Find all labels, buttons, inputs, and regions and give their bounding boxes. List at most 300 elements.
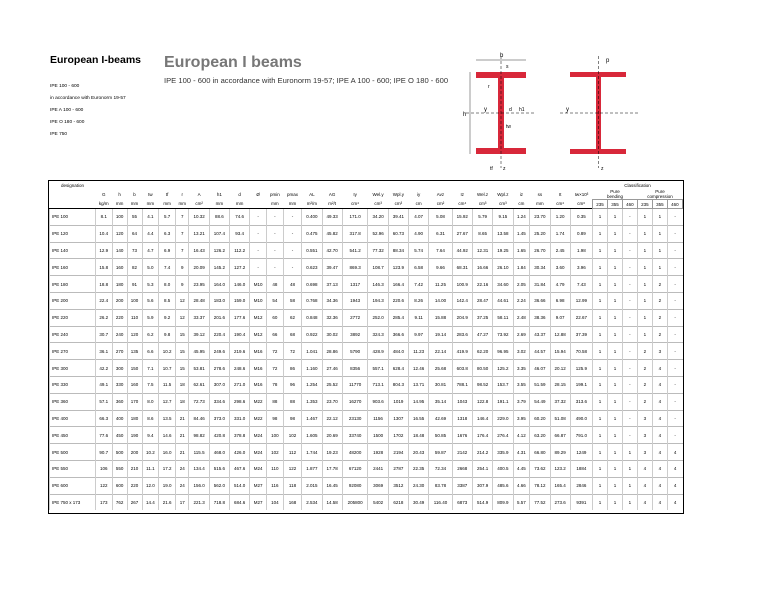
value-cell: 713.1 <box>368 376 388 393</box>
value-cell: 9.07 <box>550 309 570 326</box>
side-label-z: z <box>601 166 604 172</box>
value-cell: 96 <box>283 376 302 393</box>
value-cell: 9.66 <box>429 259 452 276</box>
value-cell: 1.744 <box>302 444 322 461</box>
value-cell: 1.74 <box>550 225 570 242</box>
value-cell: 70.58 <box>570 343 592 360</box>
value-cell: 2.015 <box>302 477 322 494</box>
value-cell: 88 <box>267 393 284 410</box>
value-cell: 3.55 <box>513 376 530 393</box>
value-cell: 12.88 <box>550 326 570 343</box>
value-cell: 49.1 <box>95 376 112 393</box>
header-spacer <box>142 181 159 189</box>
value-cell: 0.768 <box>302 292 322 309</box>
table-row <box>50 444 683 461</box>
value-cell: 36.1 <box>95 343 112 360</box>
class-cell: - <box>622 276 637 293</box>
value-cell: M12 <box>250 326 267 343</box>
value-cell: 317.8 <box>342 225 368 242</box>
value-cell: 1.65 <box>513 242 530 259</box>
section-properties-table <box>48 180 684 514</box>
value-cell: 58 <box>283 292 302 309</box>
table-row <box>50 225 683 242</box>
column-unit: m²/t <box>328 201 337 207</box>
value-cell: 173 <box>95 494 112 510</box>
value-cell: 88.34 <box>388 242 408 259</box>
header-spacer <box>189 181 209 189</box>
value-cell: 86 <box>283 360 302 377</box>
value-cell: - <box>250 259 267 276</box>
value-cell: 7 <box>175 209 189 226</box>
value-cell: 15.88 <box>429 309 452 326</box>
class-cell: 1 <box>607 427 622 444</box>
value-cell: 90.7 <box>95 444 112 461</box>
value-cell: 5.7 <box>159 209 176 226</box>
column-symbol: AG <box>328 191 336 197</box>
value-cell: 23.70 <box>530 209 550 226</box>
banner-subtitle: IPE 100 - 600 in accordance with Euronorm 19-57; IPE A 100 - 600; IPE O 180 - 600 <box>164 76 449 85</box>
value-cell: 378.8 <box>230 427 250 444</box>
value-cell: 4.45 <box>513 460 530 477</box>
header-spacer <box>530 181 550 189</box>
class-cell: 1 <box>593 494 608 510</box>
value-cell: 142.4 <box>452 292 472 309</box>
class-cell: 1 <box>607 259 622 276</box>
table-row <box>50 276 683 293</box>
value-cell: 2441 <box>368 460 388 477</box>
value-cell: 4.79 <box>550 276 570 293</box>
value-cell: 19.25 <box>493 242 513 259</box>
class-cell: 1 <box>622 460 637 477</box>
value-cell: 191.1 <box>493 393 513 410</box>
class-cell: - <box>667 410 682 427</box>
value-cell: 51.59 <box>530 376 550 393</box>
value-cell: 869.3 <box>342 259 368 276</box>
value-cell: 220.4 <box>209 326 229 343</box>
value-cell: 100 <box>267 427 284 444</box>
value-cell: 307.9 <box>472 477 492 494</box>
value-cell: 2668 <box>452 460 472 477</box>
value-cell: 77.6 <box>95 427 112 444</box>
class-cell: - <box>667 292 682 309</box>
value-cell: 276.4 <box>493 427 513 444</box>
column-unit: cm⁴ <box>458 201 467 207</box>
class-cell: - <box>622 209 637 226</box>
value-cell: 17.78 <box>322 460 342 477</box>
value-cell: 7.42 <box>409 276 429 293</box>
value-cell: 12.31 <box>472 242 492 259</box>
value-cell: 3069 <box>368 477 388 494</box>
class-cell: 1 <box>607 477 622 494</box>
class-cell: 1 <box>622 494 637 510</box>
designation-header: designation <box>60 182 84 188</box>
value-cell: 468.0 <box>209 444 229 461</box>
column-unit: cm² <box>195 201 203 207</box>
header-spacer <box>112 181 127 189</box>
value-cell: 12.0 <box>142 477 159 494</box>
class-cell: 4 <box>652 360 667 377</box>
value-cell: 11.23 <box>409 343 429 360</box>
value-cell: 24 <box>175 460 189 477</box>
value-cell: 37.25 <box>472 309 492 326</box>
column-unit: cm <box>518 201 525 207</box>
class-cell: 1 <box>593 225 608 242</box>
column-symbol: pmin <box>270 191 280 197</box>
class-cell: 1 <box>593 360 608 377</box>
value-cell: 159.0 <box>230 292 250 309</box>
label-s: s <box>506 64 509 70</box>
column-symbol: h <box>118 191 121 197</box>
value-cell: M10 <box>250 292 267 309</box>
class-cell: - <box>622 376 637 393</box>
value-cell: 102 <box>283 427 302 444</box>
class-cell: 1 <box>607 360 622 377</box>
value-cell: 153.7 <box>493 376 513 393</box>
column-unit: cm⁶ <box>577 201 586 207</box>
value-cell: 809.9 <box>493 494 513 510</box>
value-cell: 66.3 <box>95 410 112 427</box>
column-symbol: A <box>197 191 201 197</box>
value-cell: 4.1 <box>142 209 159 226</box>
class-cell: - <box>667 276 682 293</box>
column-symbol: h1 <box>216 191 222 197</box>
column-symbol: r <box>181 191 183 197</box>
designation-cell: IPE 550 <box>50 460 96 477</box>
value-cell: 123.2 <box>550 460 570 477</box>
value-cell: M27 <box>250 494 267 510</box>
value-cell: 18.8 <box>95 276 112 293</box>
value-cell: 49.33 <box>322 209 342 226</box>
value-cell: 7.43 <box>570 276 592 293</box>
value-cell: 360 <box>112 393 127 410</box>
side-label-y: y <box>566 107 569 113</box>
value-cell: 254.1 <box>472 460 492 477</box>
value-cell: - <box>267 259 284 276</box>
designation-cell: IPE 360 <box>50 393 96 410</box>
class-cell: 1 <box>607 292 622 309</box>
class-cell: - <box>622 427 637 444</box>
value-cell: 19.0 <box>159 477 176 494</box>
value-cell: 1884 <box>570 460 592 477</box>
value-cell: 176.4 <box>472 427 492 444</box>
value-cell: 20.43 <box>409 444 429 461</box>
value-cell: 1307 <box>388 410 408 427</box>
value-cell: 25.20 <box>530 225 550 242</box>
class-cell: - <box>622 225 637 242</box>
value-cell: 122.8 <box>472 393 492 410</box>
value-cell: 6873 <box>452 494 472 510</box>
pure-bending-header: Pure bending <box>606 189 623 199</box>
side-top-flange <box>570 72 626 77</box>
header-spacer <box>302 181 322 189</box>
value-cell: 6.98 <box>550 292 570 309</box>
value-cell: - <box>267 225 284 242</box>
value-cell: 164.0 <box>209 276 229 293</box>
value-cell: 72 <box>283 343 302 360</box>
value-cell: 42.69 <box>429 410 452 427</box>
header-spacer <box>409 181 429 189</box>
value-cell: 123.9 <box>388 259 408 276</box>
value-cell: 7 <box>175 242 189 259</box>
class-cell: 3 <box>637 427 652 444</box>
value-cell: 6.3 <box>159 225 176 242</box>
column-unit: mm <box>130 201 139 207</box>
value-cell: 307.0 <box>209 376 229 393</box>
value-cell: 210 <box>127 460 142 477</box>
value-cell: 903.6 <box>368 393 388 410</box>
value-cell: 7.4 <box>159 259 176 276</box>
value-cell: 273.6 <box>550 494 570 510</box>
value-cell: 214.2 <box>472 444 492 461</box>
value-cell: 160 <box>112 259 127 276</box>
value-cell: 205800 <box>342 494 368 510</box>
value-cell: 283.6 <box>452 326 472 343</box>
value-cell: 1.254 <box>302 376 322 393</box>
value-cell: 1.98 <box>570 242 592 259</box>
class-cell: 4 <box>667 460 682 477</box>
class-cell: 1 <box>607 460 622 477</box>
column-symbol: iy <box>417 191 421 197</box>
value-cell: 17 <box>175 494 189 510</box>
value-cell: M24 <box>250 427 267 444</box>
class-cell: 1 <box>607 276 622 293</box>
value-cell: 15.8 <box>95 259 112 276</box>
value-cell: 4.7 <box>142 242 159 259</box>
column-symbol: G <box>102 191 106 197</box>
value-cell: 106 <box>95 460 112 477</box>
value-cell: 5790 <box>342 343 368 360</box>
value-cell: 11.5 <box>159 376 176 393</box>
value-cell: 1043 <box>452 393 472 410</box>
value-cell: 788.1 <box>452 376 472 393</box>
value-cell: 313.6 <box>570 393 592 410</box>
value-cell: 82 <box>127 259 142 276</box>
value-cell: 21.6 <box>159 494 176 510</box>
value-cell: 59.87 <box>429 444 452 461</box>
value-cell: 8.6 <box>142 410 159 427</box>
header-spacer <box>50 200 96 209</box>
value-cell: M27 <box>250 477 267 494</box>
value-cell: 1.353 <box>302 393 322 410</box>
value-cell: 3.02 <box>513 343 530 360</box>
class-cell: 1 <box>593 326 608 343</box>
value-cell: 39.41 <box>388 209 408 226</box>
class-cell: 1 <box>593 209 608 226</box>
value-cell: 110 <box>127 309 142 326</box>
value-cell: 13.5 <box>159 410 176 427</box>
value-cell: 25.68 <box>429 360 452 377</box>
value-cell: 22.14 <box>429 343 452 360</box>
value-cell: 9391 <box>570 494 592 510</box>
value-cell: 66.87 <box>550 427 570 444</box>
table-row <box>50 360 683 377</box>
value-cell: 44.57 <box>530 343 550 360</box>
value-cell: 30.49 <box>409 494 429 510</box>
column-unit: mm <box>115 201 124 207</box>
value-cell: 5.57 <box>513 494 530 510</box>
value-cell: 33740 <box>342 427 368 444</box>
value-cell: 6.2 <box>142 326 159 343</box>
value-cell: 21 <box>175 444 189 461</box>
class-cell: - <box>622 259 637 276</box>
value-cell: 2.48 <box>513 309 530 326</box>
value-cell: 12.99 <box>570 292 592 309</box>
class-cell: 4 <box>637 477 652 494</box>
class-cell: - <box>667 326 682 343</box>
value-cell: 30.34 <box>530 259 550 276</box>
column-unit: cm³ <box>374 201 382 207</box>
value-cell: 16.66 <box>472 259 492 276</box>
scope-line: IPE 750 <box>50 132 68 137</box>
header-spacer <box>429 181 452 189</box>
designation-cell: IPE 200 <box>50 292 96 309</box>
value-cell: 96.95 <box>493 343 513 360</box>
value-cell: 267 <box>127 494 142 510</box>
value-cell: 14.4 <box>142 494 159 510</box>
class-cell: 1 <box>652 225 667 242</box>
value-cell: 1676 <box>452 427 472 444</box>
value-cell: - <box>250 209 267 226</box>
beam-section-diagram <box>462 48 542 176</box>
class-cell: 1 <box>593 444 608 461</box>
class-cell: 4 <box>652 444 667 461</box>
value-cell: 77.52 <box>530 494 550 510</box>
value-cell: 73.92 <box>493 326 513 343</box>
value-cell: 3.79 <box>513 393 530 410</box>
value-cell: 37.13 <box>322 276 342 293</box>
value-cell: 16.43 <box>189 242 209 259</box>
class-cell: 1 <box>593 460 608 477</box>
value-cell: 1.20 <box>550 209 570 226</box>
steel-grade: 355 <box>652 200 667 209</box>
table-row <box>50 326 683 343</box>
value-cell: 199.1 <box>570 376 592 393</box>
header-spacer <box>570 181 592 189</box>
column-unit: cm³ <box>499 201 507 207</box>
value-cell: 30.81 <box>429 376 452 393</box>
value-cell: 514.0 <box>230 477 250 494</box>
value-cell: 22.4 <box>95 292 112 309</box>
value-cell: 7 <box>175 225 189 242</box>
value-cell: 15 <box>175 343 189 360</box>
value-cell: 12.7 <box>159 393 176 410</box>
value-cell: 15 <box>175 360 189 377</box>
class-cell: 1 <box>593 477 608 494</box>
value-cell: 62.61 <box>189 376 209 393</box>
value-cell: 762 <box>112 494 127 510</box>
value-cell: 26.2 <box>95 309 112 326</box>
value-cell: 2.24 <box>513 292 530 309</box>
value-cell: 10.7 <box>159 360 176 377</box>
class-cell: 1 <box>607 410 622 427</box>
class-cell: 4 <box>652 427 667 444</box>
value-cell: 134.4 <box>189 460 209 477</box>
classification-header: Classification <box>624 182 651 188</box>
value-cell: 4.66 <box>513 477 530 494</box>
value-cell: 68 <box>283 326 302 343</box>
value-cell: 9.11 <box>409 309 429 326</box>
beam-front-section <box>466 56 536 168</box>
class-cell: 1 <box>637 242 652 259</box>
value-cell: 541.2 <box>342 242 368 259</box>
value-cell: 557.1 <box>368 360 388 377</box>
value-cell: 3512 <box>388 477 408 494</box>
value-cell: 55 <box>127 209 142 226</box>
value-cell: 1702 <box>388 427 408 444</box>
class-cell: 1 <box>637 276 652 293</box>
value-cell: 10.4 <box>95 225 112 242</box>
designation-cell: IPE 100 <box>50 209 96 226</box>
value-cell: M16 <box>250 376 267 393</box>
header-spacer <box>368 181 388 189</box>
value-cell: 51.08 <box>550 410 570 427</box>
value-cell: 0.35 <box>570 209 592 226</box>
value-cell: M16 <box>250 360 267 377</box>
value-cell: 39.47 <box>322 259 342 276</box>
value-cell: 1019 <box>388 393 408 410</box>
value-cell: 180 <box>112 276 127 293</box>
value-cell: 5.6 <box>142 292 159 309</box>
column-symbol: d <box>238 191 241 197</box>
header-spacer <box>322 181 342 189</box>
table-row <box>50 343 683 360</box>
value-cell: 4.90 <box>409 225 429 242</box>
class-cell: 2 <box>652 292 667 309</box>
label-h1: h1 <box>519 107 525 113</box>
header-spacer <box>388 181 408 189</box>
column-symbol: Iw×10³ <box>574 191 589 197</box>
value-cell: 112.2 <box>230 242 250 259</box>
class-cell: 1 <box>593 343 608 360</box>
class-cell: - <box>622 326 637 343</box>
value-cell: 28.48 <box>189 292 209 309</box>
value-cell: 60.20 <box>530 410 550 427</box>
column-symbol: Ø <box>256 191 260 197</box>
value-cell: 4.4 <box>142 225 159 242</box>
value-cell: 66.80 <box>530 444 550 461</box>
value-cell: 298.6 <box>230 393 250 410</box>
class-cell: 4 <box>652 376 667 393</box>
value-cell: 74.6 <box>230 209 250 226</box>
table-row <box>50 477 683 494</box>
value-cell: 22.16 <box>472 276 492 293</box>
value-cell: 37.32 <box>550 393 570 410</box>
value-cell: M10 <box>250 276 267 293</box>
class-cell: 1 <box>607 343 622 360</box>
value-cell: 48 <box>267 276 284 293</box>
value-cell: 15.92 <box>452 209 472 226</box>
column-unit: mm <box>178 201 186 207</box>
class-cell: 3 <box>637 444 652 461</box>
value-cell: 8.5 <box>159 292 176 309</box>
value-cell: 44.92 <box>452 242 472 259</box>
value-cell: 42.2 <box>95 360 112 377</box>
value-cell: 0.400 <box>302 209 322 226</box>
value-cell: 0.623 <box>302 259 322 276</box>
class-cell: 4 <box>652 393 667 410</box>
value-cell: 278.6 <box>209 360 229 377</box>
value-cell: 1318 <box>452 410 472 427</box>
value-cell: 104 <box>267 494 284 510</box>
class-cell: 1 <box>593 292 608 309</box>
value-cell: 19.14 <box>429 326 452 343</box>
value-cell: 4.31 <box>513 444 530 461</box>
value-cell: 1.467 <box>302 410 322 427</box>
class-cell: - <box>667 427 682 444</box>
class-cell: 2 <box>652 326 667 343</box>
value-cell: 1928 <box>368 444 388 461</box>
class-cell: 1 <box>607 494 622 510</box>
